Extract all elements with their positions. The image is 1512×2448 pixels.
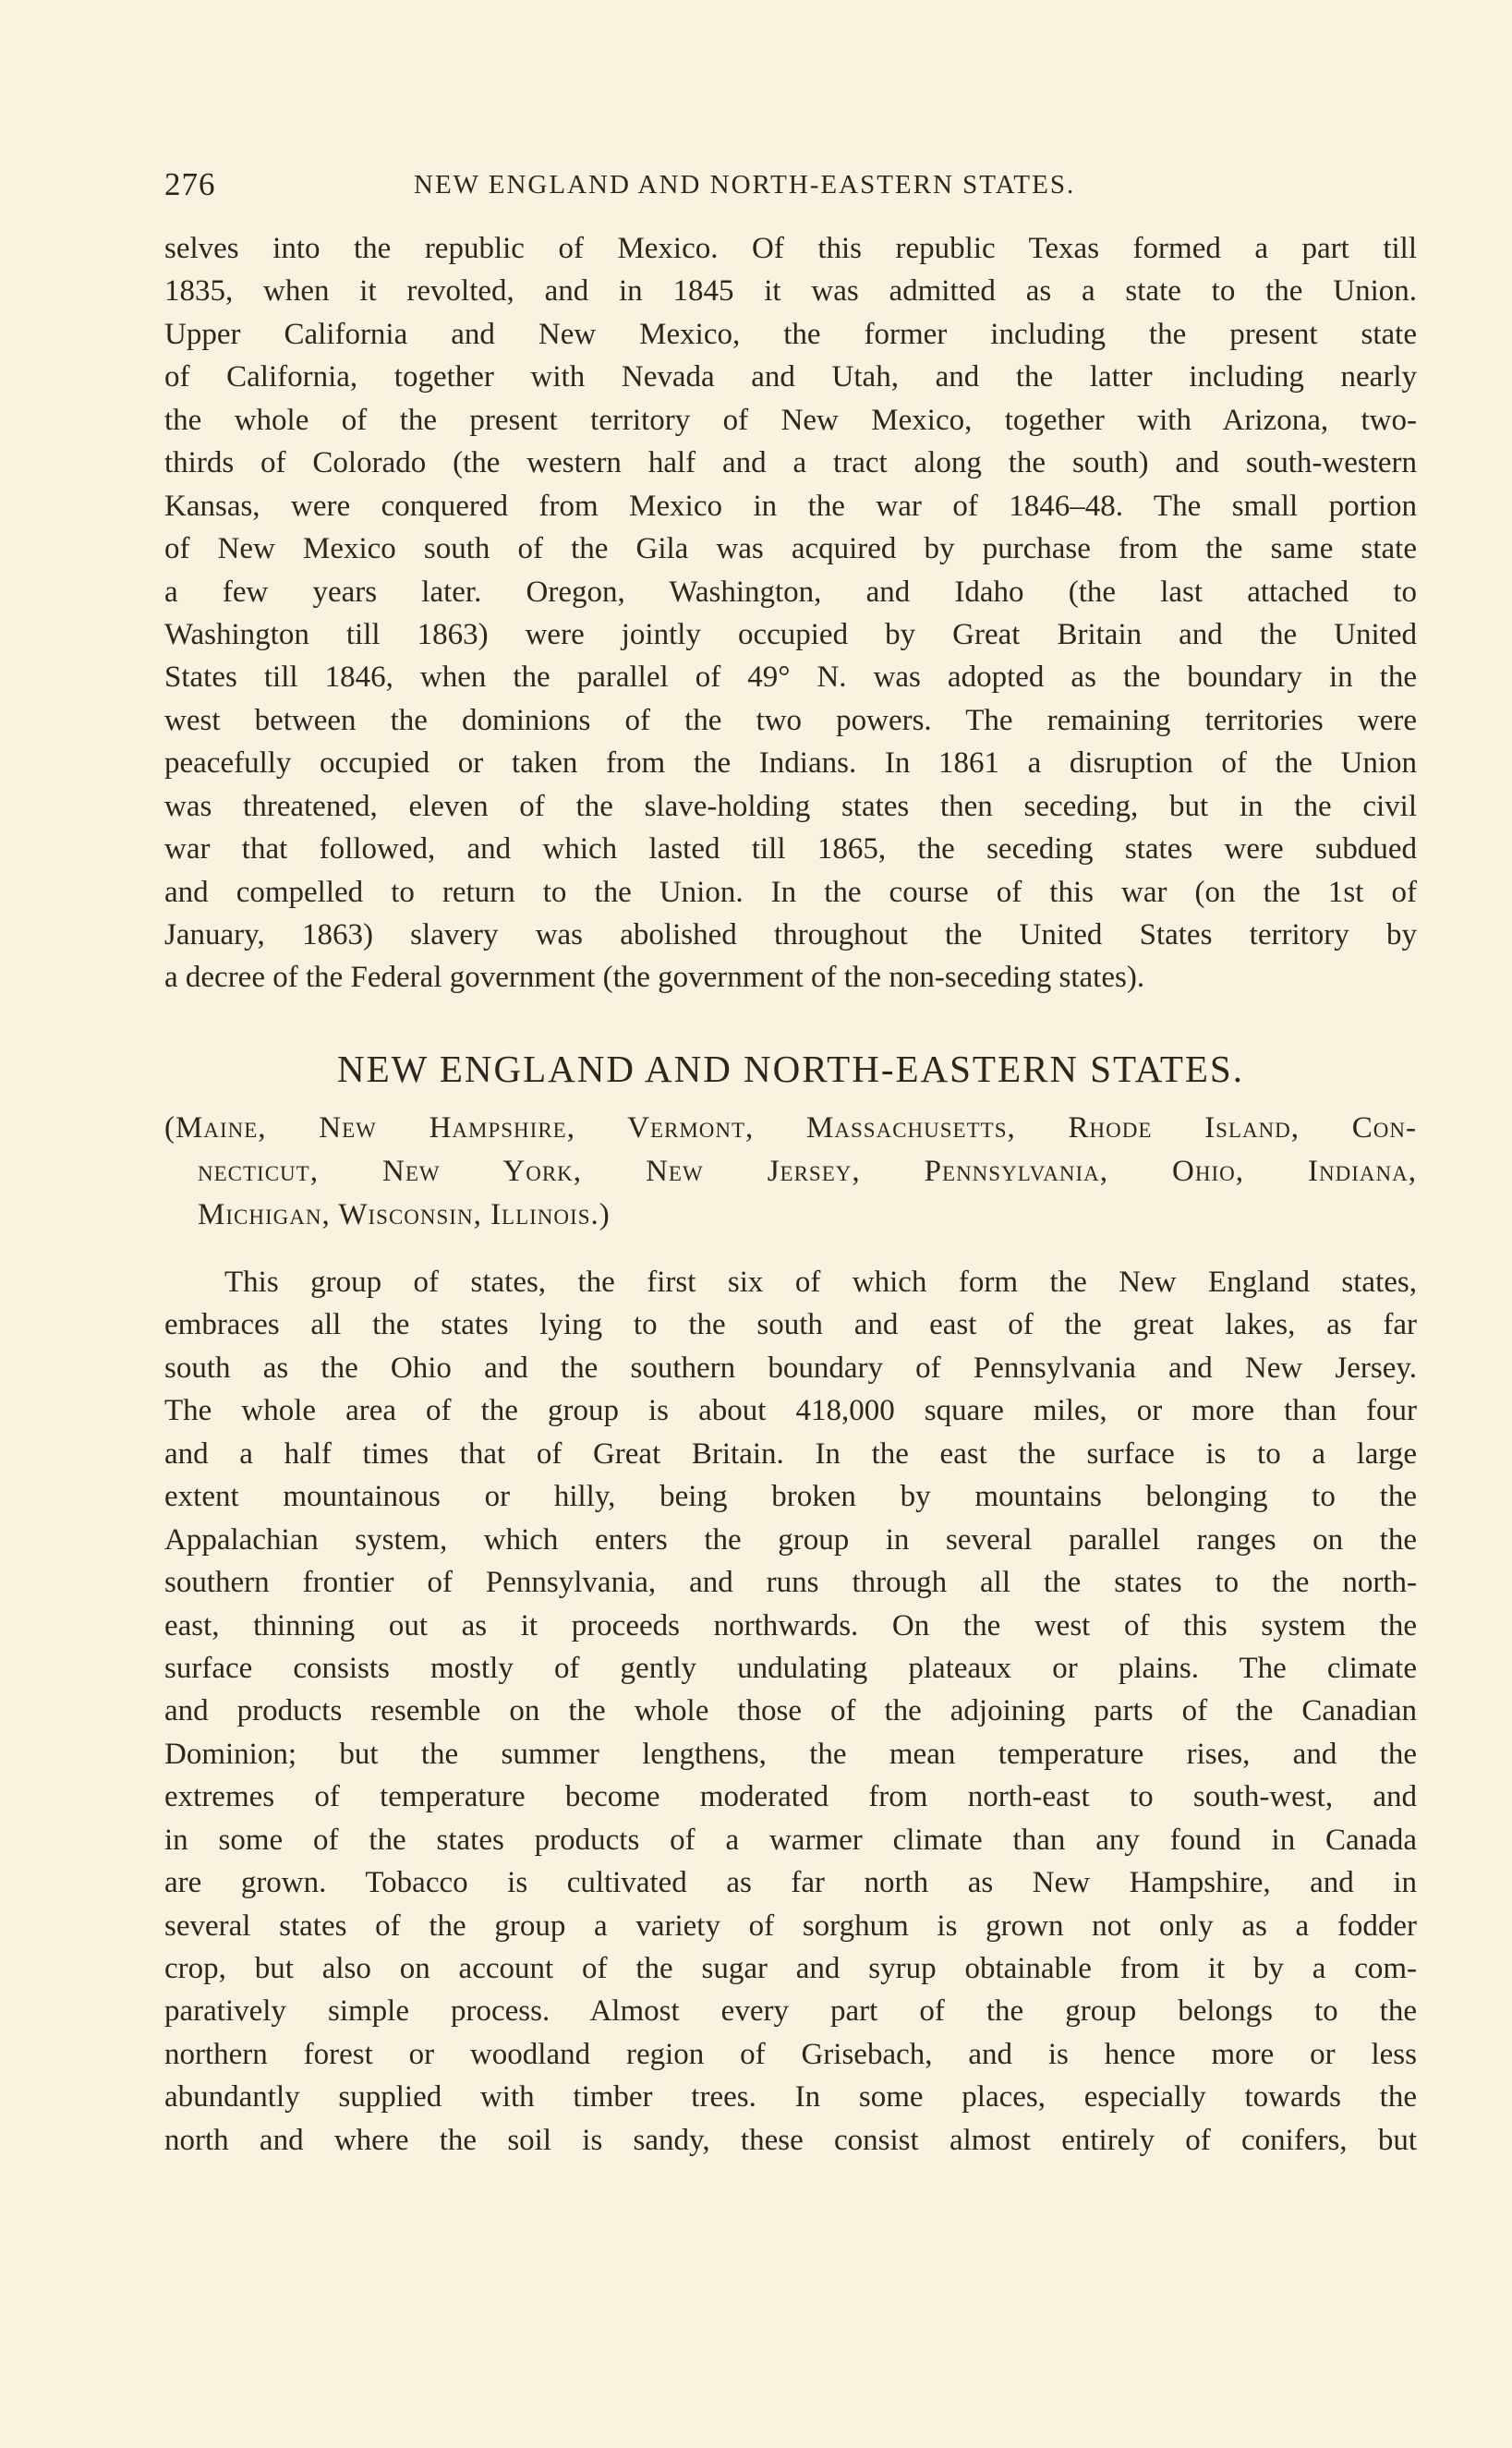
- text-line: and compelled to return to the Union. In the course of this war (on the 1st of: [164, 875, 1417, 909]
- text-line: paratively simple process. Almost every part of the group belongs to the: [164, 1994, 1417, 2029]
- states-line: Michigan, Wisconsin, Illinois.): [198, 1198, 611, 1231]
- text-line: south as the Ohio and the southern boundary of Pennsylvania and New Jersey.: [164, 1351, 1417, 1385]
- section-heading: NEW ENGLAND AND NORTH-EASTERN STATES.: [337, 1048, 1244, 1090]
- paragraph-1: [164, 227, 1417, 1000]
- text-line: a few years later. Oregon, Washington, and Idaho (the last attached to: [164, 575, 1417, 609]
- text-line: extent mountainous or hilly, being broken by mountains belonging to the: [164, 1480, 1417, 1514]
- text-line: and products resemble on the whole those of the adjoining parts of the Canadian: [164, 1694, 1417, 1728]
- text-line: several states of the group a variety of sorghum is grown not only as a fodder: [164, 1909, 1417, 1943]
- text-line: southern frontier of Pennsylvania, and runs through all the states to the north-: [164, 1566, 1417, 1600]
- text-line: crop, but also on account of the sugar and syrup obtainable from it by a com-: [164, 1952, 1417, 1985]
- text-line: of New Mexico south of the Gila was acquired by purchase from the same state: [164, 532, 1417, 566]
- text-line: January, 1863) slavery was abolished throughout the United States territory by: [164, 918, 1417, 951]
- text-line: 1835, when it revolted, and in 1845 it was admitted as a state to the Union.: [164, 274, 1417, 309]
- text-line: and a half times that of Great Britain. In the east the surface is to a large: [164, 1436, 1417, 1471]
- text-line: are grown. Tobacco is cultivated as far north as New Hampshire, and in: [164, 1866, 1417, 1900]
- text-line: States till 1846, when the parallel of 49° N. was adopted as the boundary in the: [164, 660, 1417, 695]
- paragraph-2: [164, 1261, 1417, 2162]
- states-line: (Maine, New Hampshire, Vermont, Massachusetts, Rhode Island, Con-: [164, 1111, 1417, 1145]
- text-line: the whole of the present territory of New Mexico, together with Arizona, two-: [164, 403, 1417, 437]
- text-line: embraces all the states lying to the south and east of the great lakes, as far: [164, 1308, 1417, 1342]
- text-line: The whole area of the group is about 418,000 square miles, or more than four: [164, 1394, 1417, 1428]
- text-line: war that followed, and which lasted till 1865, the seceding states were subdued: [164, 832, 1417, 866]
- text-line: selves into the republic of Mexico. Of this republic Texas formed a part till: [164, 232, 1417, 265]
- text-line: abundantly supplied with timber trees. In some places, especially towards the: [164, 2080, 1417, 2115]
- text-line: east, thinning out as it proceeds northwards. On the west of this system the: [164, 1608, 1417, 1642]
- text-line: surface consists mostly of gently undulating plateaux or plains. The climate: [164, 1651, 1417, 1685]
- text-line: Dominion; but the summer lengthens, the mean temperature rises, and the: [164, 1737, 1417, 1771]
- text-line: This group of states, the first six of which form the New England states,: [224, 1266, 1417, 1299]
- text-line: Appalachian system, which enters the group in several parallel ranges on the: [164, 1522, 1417, 1557]
- text-line: Kansas, were conquered from Mexico in the war of 1846–48. The small portion: [164, 489, 1417, 523]
- text-line: in some of the states products of a warmer climate than any found in Canada: [164, 1823, 1417, 1857]
- text-line: thirds of Colorado (the western half and a tract along the south) and south-western: [164, 446, 1417, 480]
- text-line: peacefully occupied or taken from the Indians. In 1861 a disruption of the Union: [164, 746, 1417, 781]
- text-line: Washington till 1863) were jointly occupied by Great Britain and the United: [164, 617, 1417, 651]
- text-line: Upper California and New Mexico, the former including the present state: [164, 317, 1417, 351]
- text-line: of California, together with Nevada and Utah, and the latter including nearly: [164, 360, 1417, 394]
- text-line: north and where the soil is sandy, these consist almost entirely of conifers, but: [164, 2123, 1417, 2157]
- text-line: west between the dominions of the two powers. The remaining territories were: [164, 703, 1417, 737]
- text-line: northern forest or woodland region of Grisebach, and is hence more or less: [164, 2037, 1417, 2071]
- states-list: [164, 1107, 1417, 1237]
- states-line: necticut, New York, New Jersey, Pennsylvania, Ohio, Indiana,: [198, 1155, 1417, 1188]
- page-number: 276: [164, 166, 216, 202]
- text-line: extremes of temperature become moderated from north-east to south-west, and: [164, 1780, 1417, 1814]
- text-line: was threatened, eleven of the slave-holding states then seceding, but in the civil: [164, 789, 1417, 823]
- running-head: [164, 164, 1419, 205]
- running-title: NEW ENGLAND AND NORTH-EASTERN STATES.: [414, 170, 1076, 200]
- text-line: a decree of the Federal government (the government of the non-seceding states).: [164, 961, 1145, 995]
